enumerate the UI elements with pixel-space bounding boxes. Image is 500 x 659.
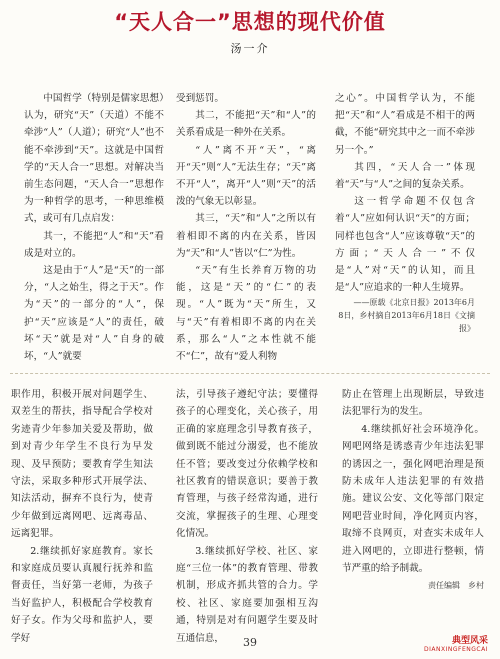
paragraph: “天”有生长养育万物的功能，这是“天”的“仁”的表现。“人”既为“天”所生，又与“天”有着相即不离的内在关系，那么“人”之本性就不能不“仁”，故有“爱人利物 <box>176 265 316 363</box>
article-column-1 <box>24 90 164 365</box>
article-column-2 <box>176 90 316 365</box>
paragraph: 防止在管理上出现断层，导致违法犯罪行为的发生。 <box>342 389 484 418</box>
source-note: ——原载《北京日报》2013年6月8日，乡村摘自2013年6月18日《文摘报》 <box>338 298 475 334</box>
bottom-column-2 <box>176 386 318 647</box>
brand-name: 典型风采 <box>451 636 488 646</box>
paragraph: “人”离不开“天”，“离开“天”则“人”无法生存；“天”离不开“人”，离开“人”则“天”的活泼的气象无以彰显。 <box>176 144 316 208</box>
section-divider <box>10 373 490 374</box>
paragraph: 2.继续抓好家庭教育。家长和家庭成员要认真履行抚养和监督责任，当好第一老师，为孩子当好监护人，积极配合学校教育好子女。作为父母和监护人，要学好 <box>11 545 153 644</box>
article-title: “天人合一”思想的现代价值 <box>114 10 386 34</box>
paragraph: 法，引导孩子遵纪守法；要懂得孩子的心理变化，关心孩子，用正确的家庭理念引导教育孩子，做到既不能过分溺爱，也不能放任不管；要改变过分依赖学校和社区教育的错误意识；要善于教育管理，与孩子经常沟通，进行交流，掌握孩子的生理、心理变化情况。 <box>176 389 318 540</box>
paragraph: 中国哲学（特别是儒家思想）认为，研究“天”（天道）不能不牵涉“人”（人道）；研究“人”也不能不牵涉到“天”。这就是中国哲学的“天人合一”思想。对解决当前生态问题，“天人合一”思想作为一种哲学的思考，一种思维模式，或可有几点启发： <box>24 93 164 225</box>
magazine-brand <box>424 633 488 653</box>
editor-credit: 责任编辑 乡村 <box>428 581 484 591</box>
page-number: 39 <box>243 636 257 649</box>
paragraph: 其一，不能把“人”和“天”看成是对立的。 <box>24 230 164 259</box>
paragraph: 这是由于“人”是“天”的一部分，“人之始生，得之于天”。作为“天”的一部分的“人”，保护“天”应该是“人”的责任，破坏“天”就是对“人”自身的破坏，“人”就要 <box>24 265 164 363</box>
paragraph: 这一哲学命题不仅包含着“人”应如何认识“天”的方面；同样也包含“人”应该尊敬“天”的方面；“天人合一”不仅是“人”对“天”的认知，而且是“人”应追求的一种人生境界。 <box>335 196 475 294</box>
paragraph: 之心”。中国哲学认为，不能把“天”和“人”看成是不相干的两截，不能“研究其中之一而不牵涉另一个。” <box>335 93 475 156</box>
paragraph: 4.继续抓好社会环境净化。网吧网络是诱惑青少年违法犯罪的诱因之一，强化网吧治理是预防未成年人违法犯罪的有效措施。建议公安、文化等部门限定网吧营业时间，净化网页内容，取缔不良网页，对查实未成年人进入网吧的，立即进行整顿，情节严重的给予制裁。 <box>342 423 484 575</box>
bottom-column-3 <box>342 386 484 595</box>
article-column-3 <box>335 90 475 335</box>
paragraph: 其四，“天人合一”体现着“天”与“人”之间的复杂关系。 <box>335 161 475 191</box>
paragraph: 其三，“天”和“人”之所以有着相即不离的内在关系，皆因为“天”和“人”皆以“仁”为性。 <box>176 213 316 259</box>
paragraph: 其二，不能把“天”和“人”的关系看成是一种外在关系。 <box>176 110 316 139</box>
bottom-column-1 <box>11 386 153 647</box>
paragraph: 职作用，积极开展对问题学生、双差生的帮扶，指导配合学校对劣迹青少年参加关爱及帮助，做到对青少年学生不良行为早发现、及早预防；要教育学生知法守法，采取多种形式开展学法、知法活动，摒弃不良行为，使青少年做到远离网吧、远离毒品、远离犯罪。 <box>11 389 153 540</box>
paragraph: 3.继续抓好学校、社区、家庭“三位一体”的教育管理、带教机制，形成齐抓共管的合力。学校、社区、家庭要加强相互沟通，特别是对有问题学生要及时互通信息， <box>176 545 318 644</box>
paragraph: 受到惩罚。 <box>176 93 224 104</box>
article-author: 汤一介 <box>230 42 270 55</box>
brand-pinyin: DIANXINGFENGCAI <box>424 646 488 653</box>
